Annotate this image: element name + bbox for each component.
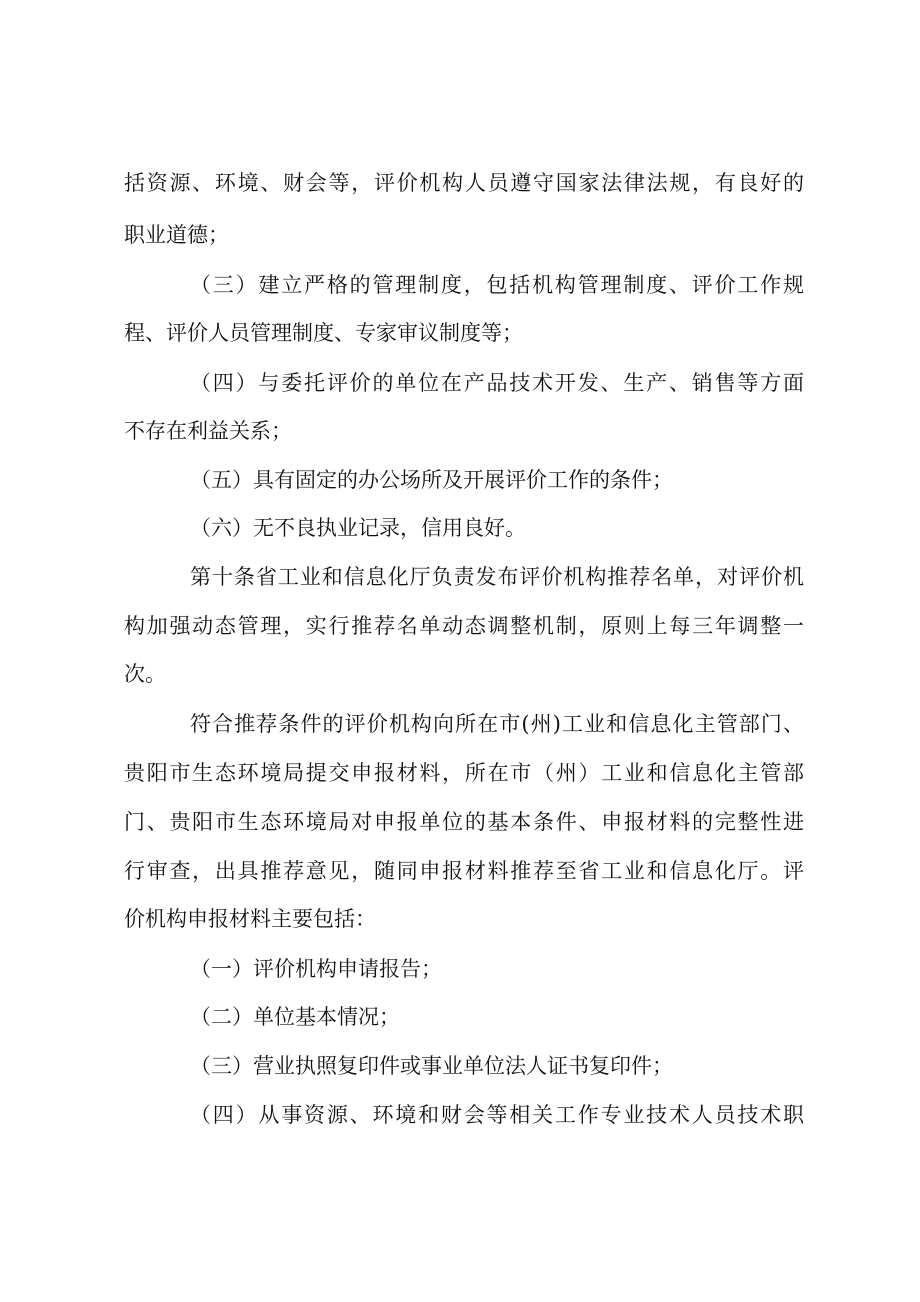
text-line: 贵阳市生态环境局提交申报材料，所在市（州）工业和信息化主管部 (124, 761, 804, 785)
text-line: （五）具有固定的办公场所及开展评价工作的条件； (190, 468, 673, 492)
text-line: 门、贵阳市生态环境局对申报单位的基本条件、申报材料的完整性进 (124, 810, 804, 834)
text-line: 行审查，出具推荐意见，随同申报材料推荐至省工业和信息化厅。评 (124, 859, 804, 883)
text-line: （四）与委托评价的单位在产品技术开发、生产、销售等方面 (190, 371, 804, 395)
text-line: 次。 (124, 662, 166, 686)
text-line: （六）无不良执业记录，信用良好。 (190, 516, 526, 540)
text-line: 构加强动态管理，实行推荐名单动态调整机制，原则上每三年调整一 (124, 614, 804, 638)
text-line: 符合推荐条件的评价机构向所在市(州)工业和信息化主管部门、 (190, 712, 804, 736)
text-line: （三）营业执照复印件或事业单位法人证书复印件； (190, 1054, 673, 1078)
text-line: 价机构申报材料主要包括： (124, 907, 376, 931)
text-line: （二）单位基本情况； (190, 1005, 400, 1029)
text-line: 职业道德； (124, 223, 229, 247)
text-line: 不存在利益关系； (124, 419, 292, 443)
text-line: （三）建立严格的管理制度，包括机构管理制度、评价工作规 (190, 273, 804, 297)
text-line: 程、评价人员管理制度、专家审议制度等； (124, 321, 523, 345)
text-line: （四）从事资源、环境和财会等相关工作专业技术人员技术职 (190, 1103, 804, 1127)
article-heading-line: 第十条省工业和信息化厅负责发布评价机构推荐名单，对评价机 (190, 565, 804, 589)
text-line: （一）评价机构申请报告； (190, 957, 442, 981)
text-line: 括资源、环境、财会等，评价机构人员遵守国家法律法规，有良好的 (124, 171, 804, 195)
